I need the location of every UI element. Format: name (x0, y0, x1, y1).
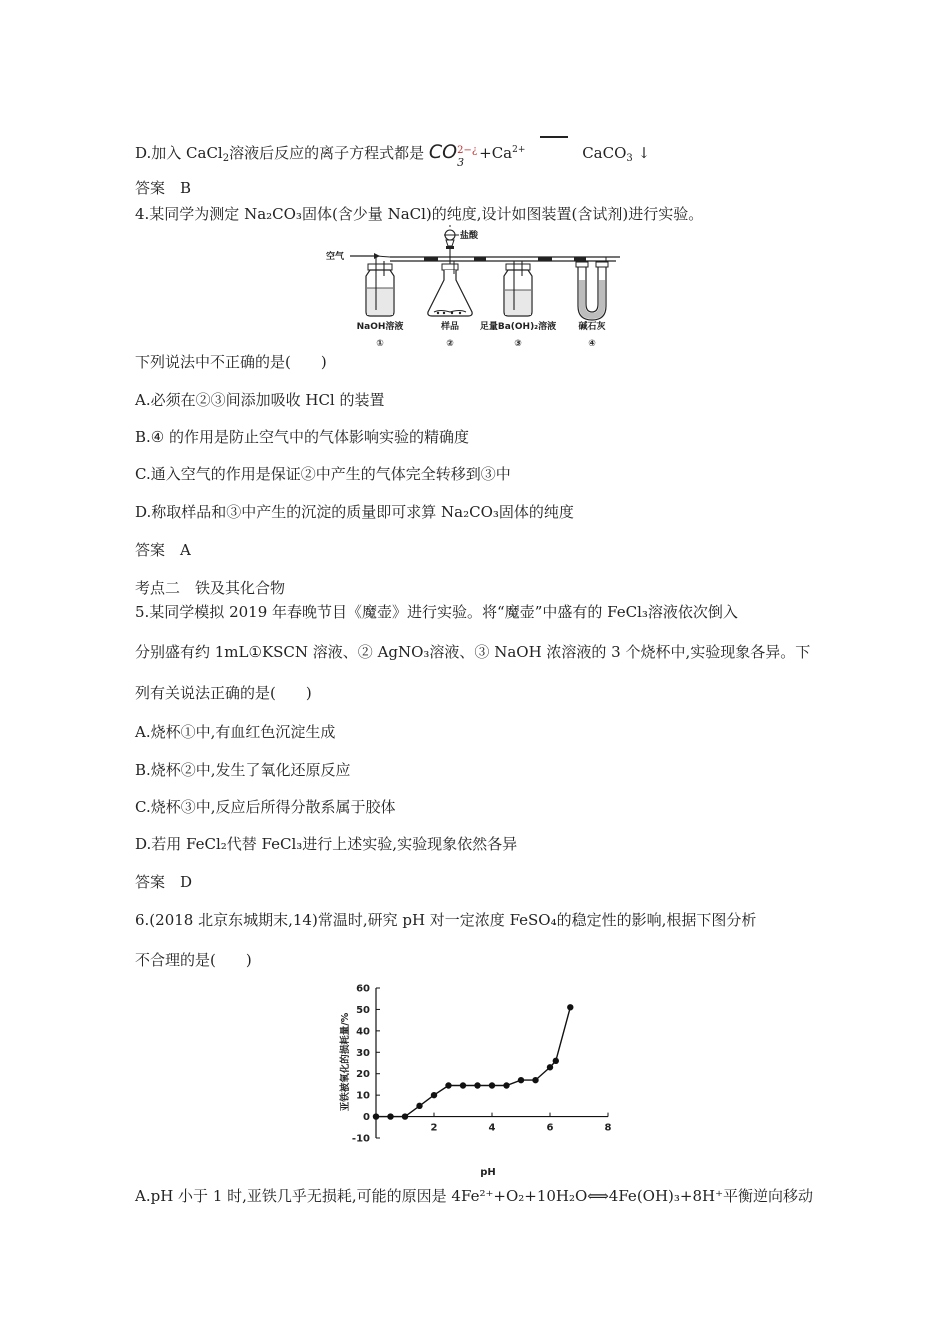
number-1: ① (376, 339, 384, 349)
chart-xtick-label: 4 (488, 1122, 496, 1134)
chart-point (402, 1113, 408, 1119)
q5-option-c: C.烧杯③中,反应后所得分散系属于胶体 (135, 798, 396, 816)
chart-point (387, 1113, 393, 1119)
chart-ytick-label: 0 (363, 1112, 370, 1124)
q4-option-a: A.必须在②③间添加吸收 HCl 的装置 (135, 391, 385, 409)
chart-ytick-label: 30 (356, 1047, 370, 1059)
q4-option-b: B.④ 的作用是防止空气中的气体影响实验的精确度 (135, 428, 470, 446)
chart-point (431, 1092, 437, 1098)
q4-answer: 答案 A (135, 541, 191, 559)
chart-point (553, 1058, 559, 1064)
chart-xtick-label: 2 (430, 1122, 438, 1134)
q5-stem-line-1: 5.某同学模拟 2019 年春晚节目《魔壶》进行实验。将“魔壶”中盛有的 FeCl₃溶液依次倒入 (135, 603, 738, 621)
chart-ytick-label: 40 (356, 1026, 370, 1038)
section-title: 考点二 铁及其化合物 (135, 579, 286, 597)
chart-point (373, 1113, 379, 1119)
chart-point (460, 1082, 466, 1088)
label-naoh: NaOH溶液 (356, 322, 404, 332)
q3-equal-sign (540, 142, 568, 162)
number-3: ③ (514, 339, 522, 349)
q4-stem: 4.某同学为测定 Na₂CO₃固体(含少量 NaCl)的纯度,设计如图装置(含试剂)进行实验。 (135, 205, 704, 223)
q3-product: CaCO (582, 144, 627, 162)
q4-option-d: D.称取样品和③中产生的沉淀的质量即可求算 Na₂CO₃固体的纯度 (135, 503, 574, 521)
chart-point (532, 1077, 538, 1083)
q3-co3-charge: 2−¿ (457, 145, 478, 156)
q3-ca: +Ca (479, 144, 513, 162)
down-arrow-icon: ↓ (637, 144, 651, 162)
chart-ytick-label: 20 (356, 1069, 370, 1081)
chart-point (474, 1082, 480, 1088)
number-4: ④ (588, 339, 596, 349)
chart-xtick-label: 8 (604, 1122, 612, 1134)
chart-point (489, 1082, 495, 1088)
q6-stem-line-1: 6.(2018 北京东城期末,14)常温时,研究 pH 对一定浓度 FeSO₄的稳定性的影响,根据下图分析 (135, 911, 757, 929)
q5-stem-line-3: 列有关说法正确的是( ) (135, 684, 312, 702)
label-baoh2: 足量Ba(OH)₂溶液 (479, 322, 557, 332)
chart-ylabel: 亚铁被氧化的损耗量/% (340, 1012, 351, 1112)
chart-ytick-label: 50 (356, 1004, 370, 1016)
q5-option-b: B.烧杯②中,发生了氧化还原反应 (135, 761, 351, 779)
q4-question: 下列说法中不正确的是( ) (135, 353, 327, 371)
q6-stem-line-2: 不合理的是( ) (135, 951, 252, 969)
label-sodalime: 碱石灰 (578, 322, 606, 332)
chart-point (567, 1004, 573, 1010)
bottle-3 (504, 261, 532, 316)
q3-co3: CO (428, 141, 458, 163)
q5-option-d: D.若用 FeCl₂代替 FeCl₃进行上述实验,实验现象依然各异 (135, 835, 518, 853)
chart-ytick-label: 10 (356, 1090, 370, 1102)
q5-stem-line-2: 分别盛有约 1mL①KSCN 溶液、② AgNO₃溶液、③ NaOH 浓溶液的 3 个烧杯中,实验现象各异。下 (135, 643, 811, 661)
q3-option-d-pre: D.加入 CaCl (135, 144, 223, 162)
ph-loss-chart (330, 978, 630, 1178)
apparatus-diagram (320, 224, 630, 350)
chart-ytick-label: 60 (356, 983, 370, 995)
chart-xtick-label: 6 (546, 1122, 554, 1134)
chart-point (503, 1082, 509, 1088)
q3-answer: 答案 B (135, 179, 192, 197)
chart-point (416, 1103, 422, 1109)
q5-option-a: A.烧杯①中,有血红色沉淀生成 (135, 723, 336, 741)
label-sample: 样品 (440, 322, 460, 332)
q3-option-d-mid: 溶液后反应的离子方程式都是 (229, 144, 425, 162)
chart-ytick-label: -10 (351, 1133, 370, 1145)
chart-series-line (376, 1007, 570, 1116)
air-label: 空气 (326, 252, 345, 262)
q4-option-c: C.通入空气的作用是保证②中产生的气体完全转移到③中 (135, 465, 511, 483)
chart-point (547, 1064, 553, 1070)
q5-answer: 答案 D (135, 873, 193, 891)
acid-label: 盐酸 (460, 231, 479, 241)
q3-option-d: D.加入 CaCl$_2$溶液后反应的离子方程式都是 CO 2−¿ 3 $+Ca^{2+}$ CaCO$_3$ ↓ (135, 140, 650, 169)
chart-xlabel: pH (480, 1167, 496, 1178)
number-2: ② (446, 339, 454, 349)
chart-point (518, 1077, 524, 1083)
q6-option-a: A.pH 小于 1 时,亚铁几乎无损耗,可能的原因是 4Fe²⁺+O₂+10H₂O⟺4Fe(OH)₃+8H⁺平衡逆向移动 (135, 1187, 814, 1205)
flask-2 (428, 225, 479, 316)
chart-point (445, 1082, 451, 1088)
u-tube-4 (576, 257, 620, 320)
bottle-1 (366, 256, 394, 316)
